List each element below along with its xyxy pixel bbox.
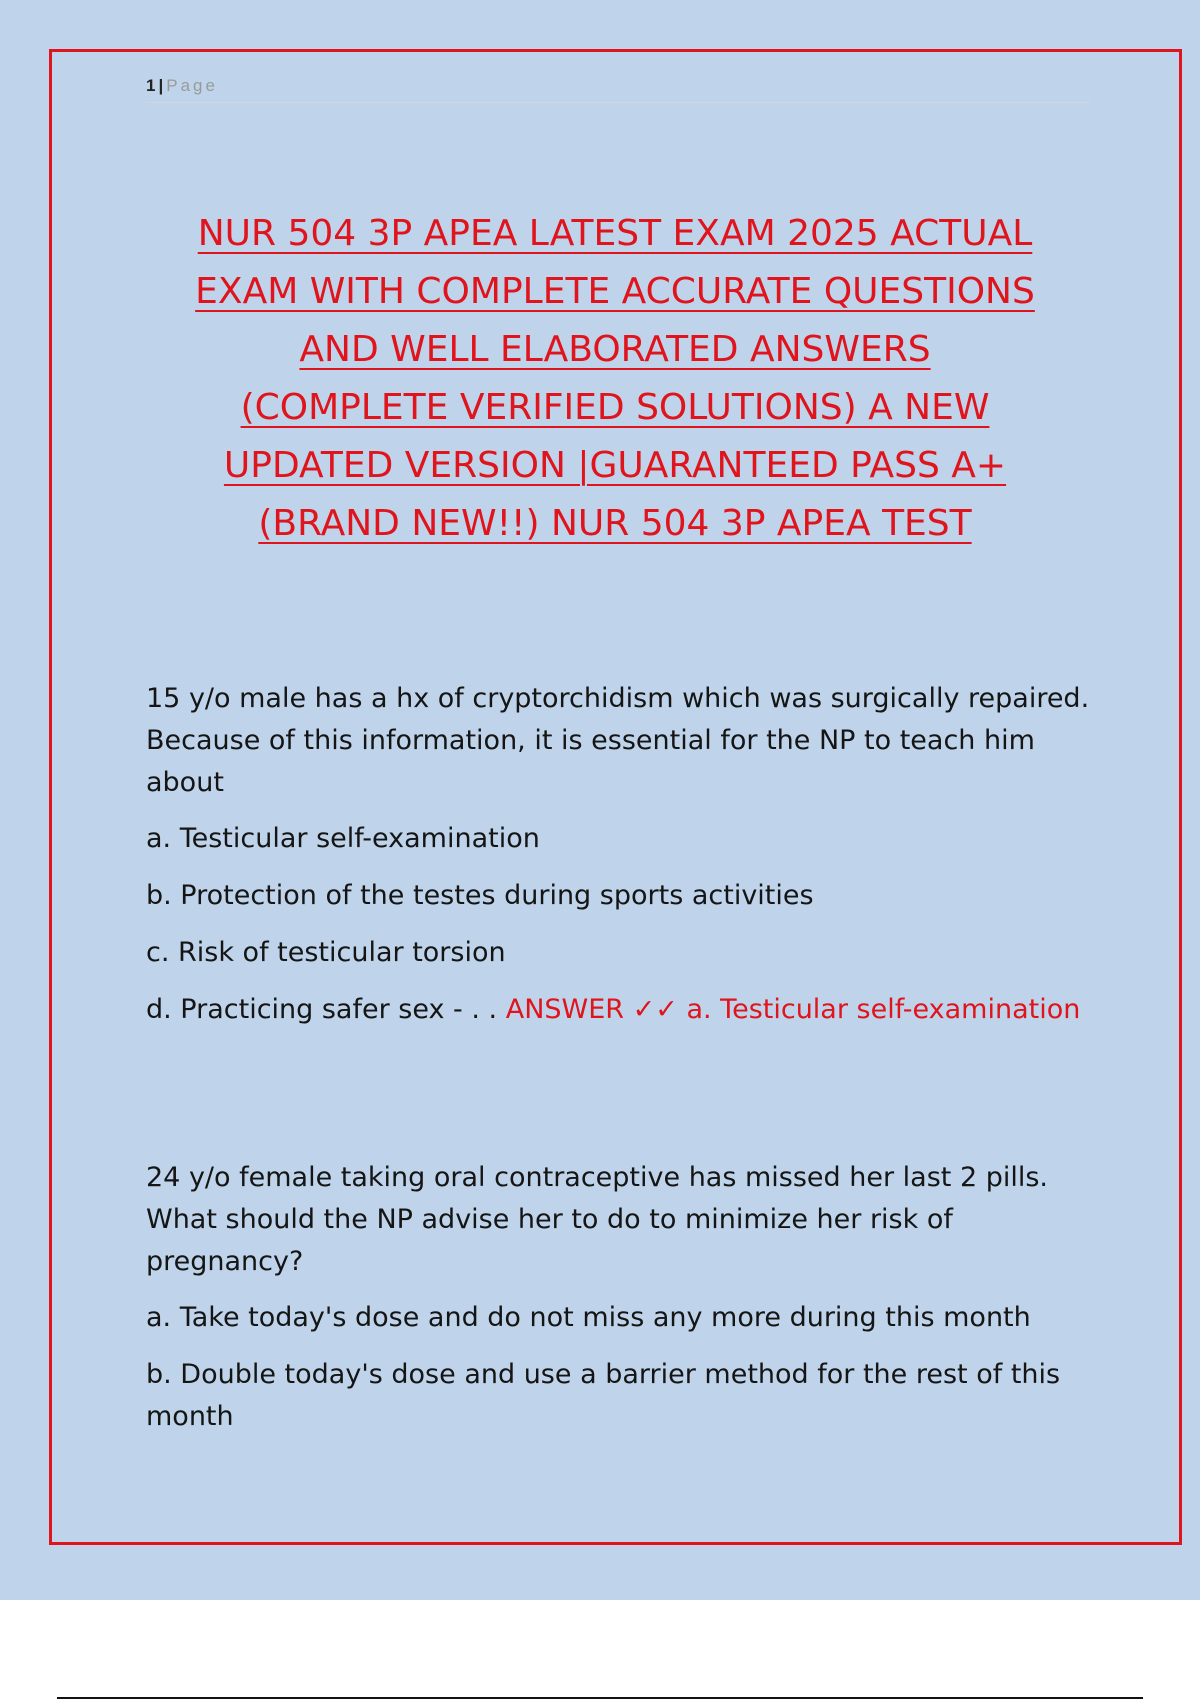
document-title [130,205,1100,553]
question-block [146,1157,1096,1453]
page-label: Page [166,76,218,95]
title-line: AND WELL ELABORATED ANSWERS [299,329,931,370]
page-separator: | [158,76,164,95]
question-block [146,678,1096,1046]
title-line: (BRAND NEW!!) NUR 504 3P APEA TEST [258,503,972,544]
question-stem: 15 y/o male has a hx of cryptorchidism which was surgically repaired. Because of this information, it is essential for the NP to teach him about [146,683,1090,798]
question-stem: 24 y/o female taking oral contraceptive has missed her last 2 pills. What should the NP advise her to do to minimize her risk of pregnancy? [146,1162,1049,1277]
answer-option: a. Testicular self-examination [146,823,540,854]
footer-rule [57,1697,1143,1699]
answer-option: b. Protection of the testes during sports activities [146,880,814,911]
title-line: NUR 504 3P APEA LATEST EXAM 2025 ACTUAL [197,213,1033,254]
answer-option: b. Double today's dose and use a barrier method for the rest of this month [146,1359,1061,1432]
answer-option: d. Practicing safer sex - . . [146,994,498,1025]
title-line: UPDATED VERSION |GUARANTEED PASS A+ [223,445,1007,486]
answer-option-with-answer [146,989,1096,1031]
page-number: 1 [146,76,156,95]
answer-option: a. Take today's dose and do not miss any more during this month [146,1302,1031,1333]
title-line: EXAM WITH COMPLETE ACCURATE QUESTIONS [195,271,1035,312]
answer-option: c. Risk of testicular torsion [146,937,506,968]
title-line: (COMPLETE VERIFIED SOLUTIONS) A NEW [240,387,990,428]
answer-text: a. Testicular self-examination [686,994,1081,1025]
answer-label: ANSWER ✓✓ [505,994,678,1025]
page-header [146,74,1090,103]
